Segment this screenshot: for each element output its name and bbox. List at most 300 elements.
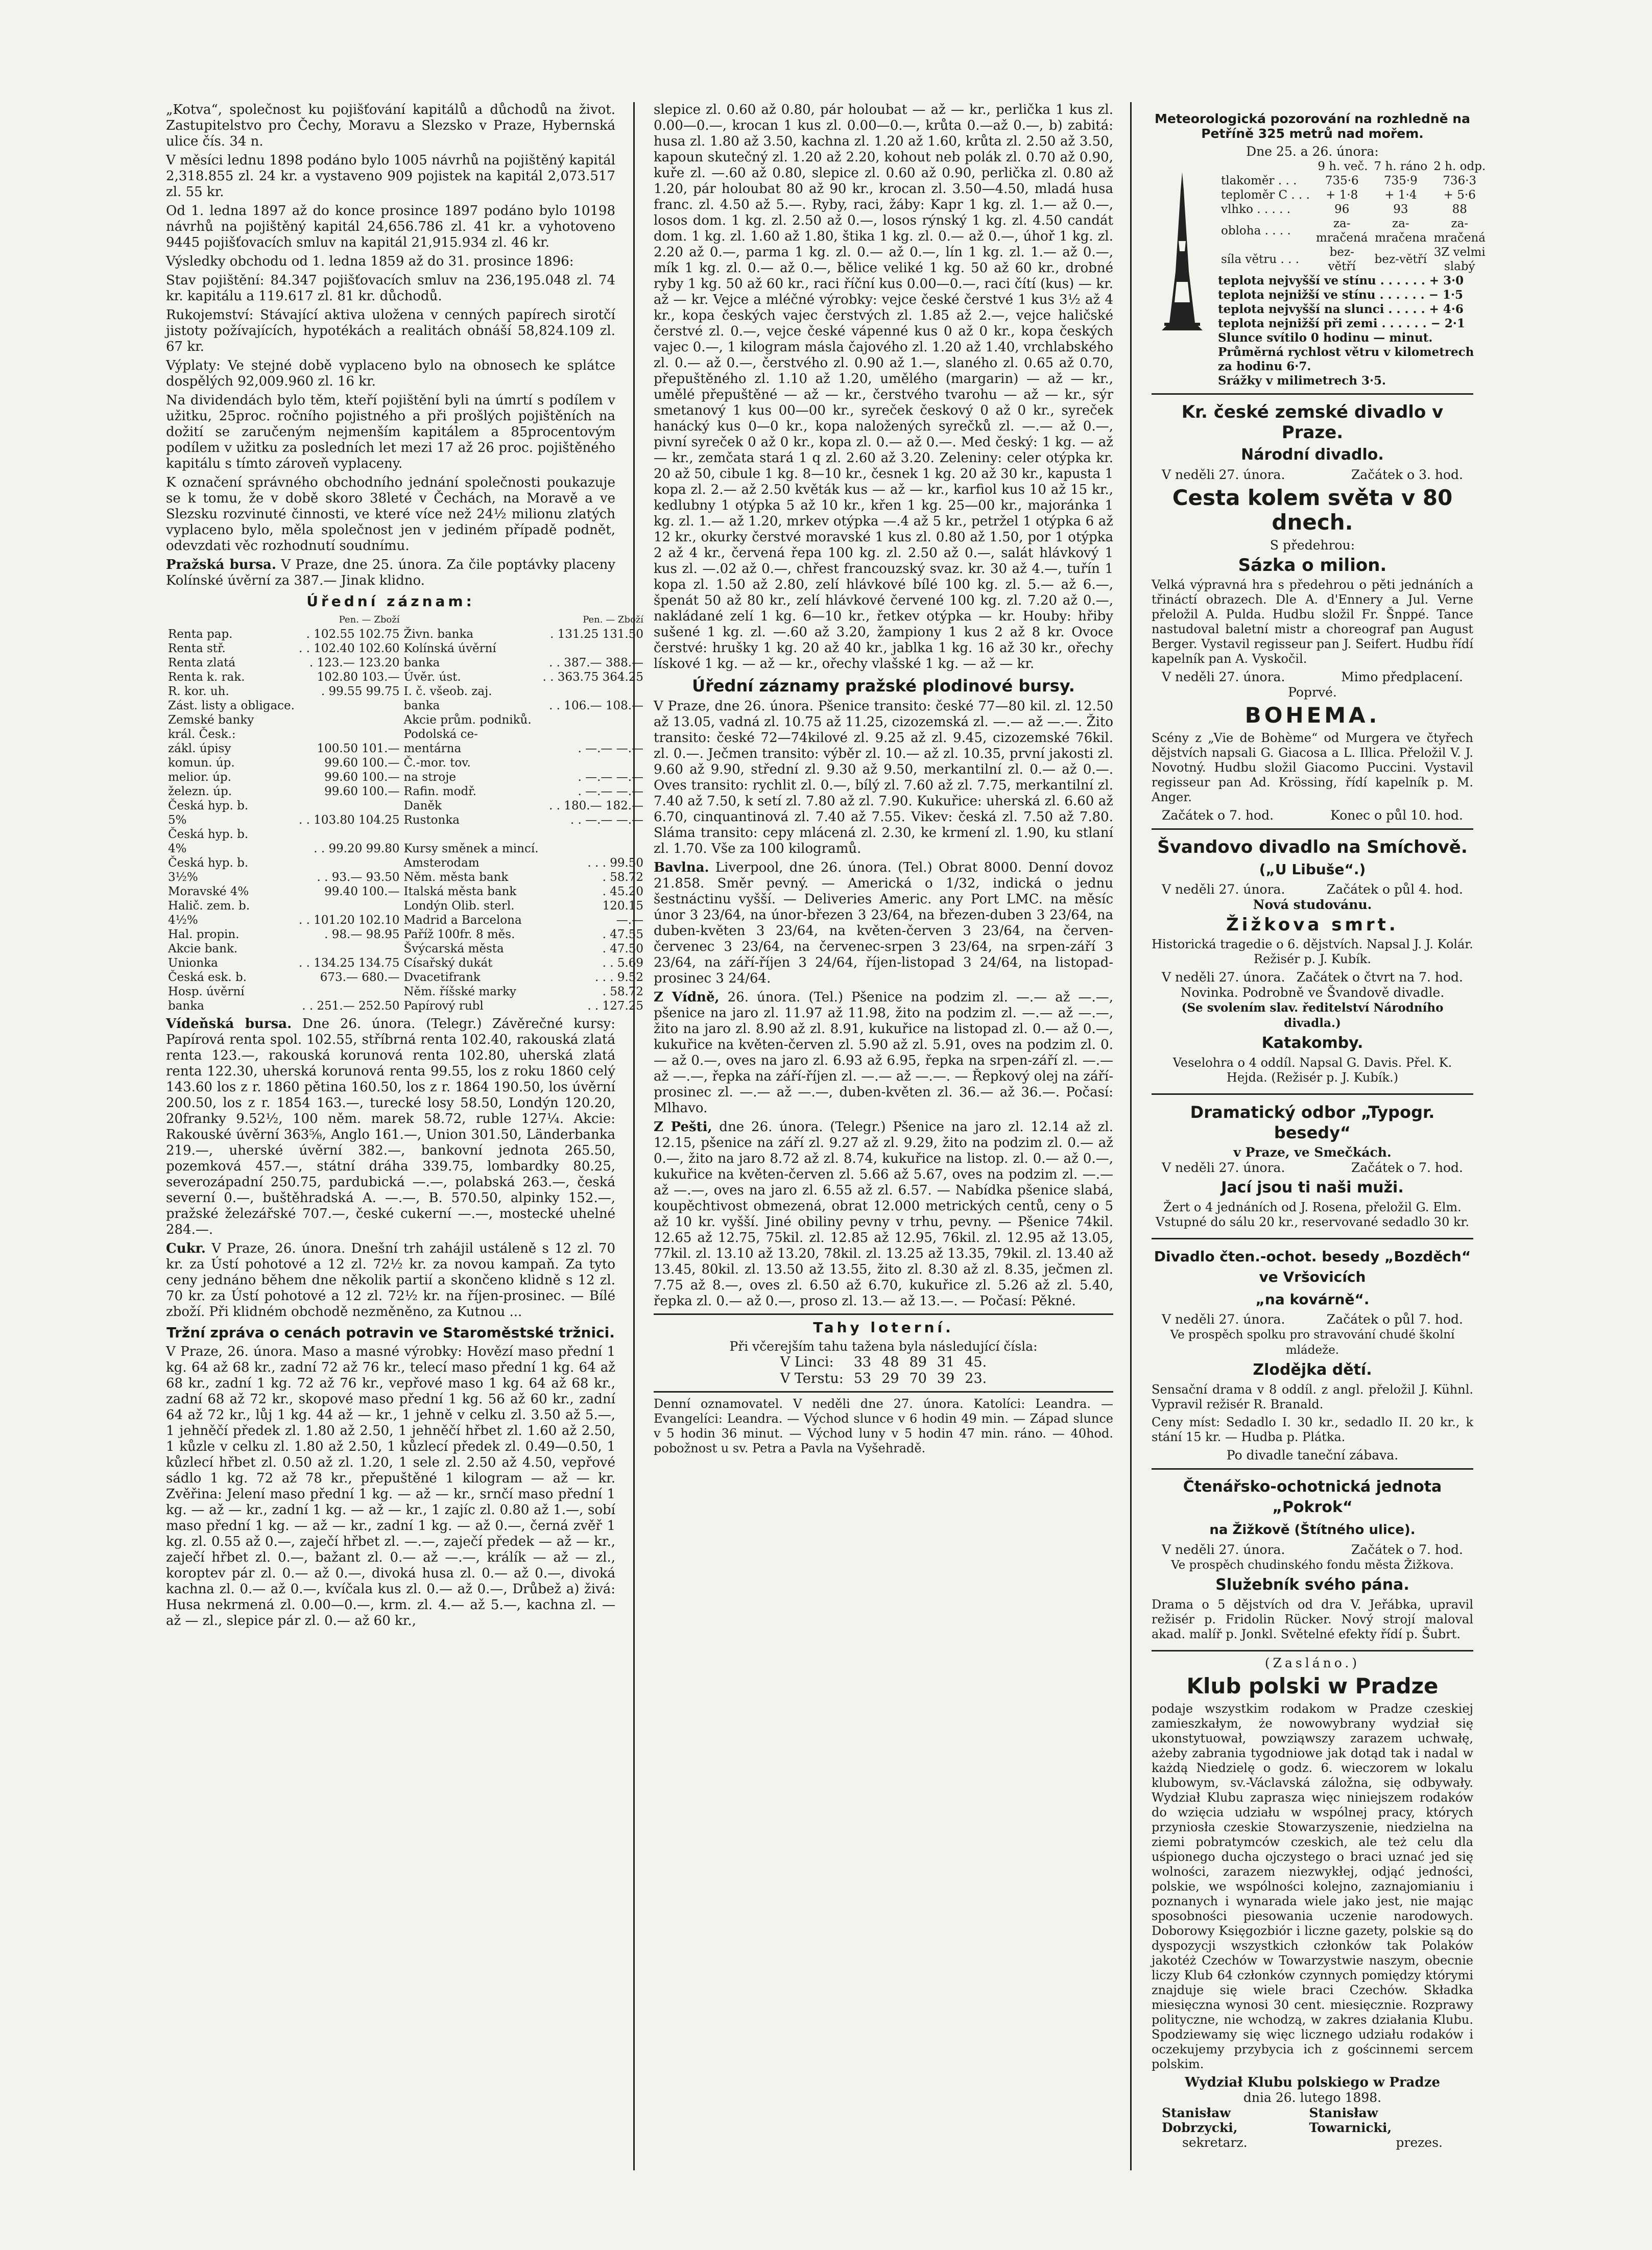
meteo-extra-line: Srážky v milimetrech 3·5. [1218,374,1386,388]
table-row [166,641,645,656]
kotva-paragraph: Rukojemství: Stávající aktiva uložena v cenných papírech sirotčí jistoty požívajících, hypotékách a realitách obnáší 58,824.109 zl. 67 kr. [166,307,615,354]
table-row [166,970,645,985]
meteo-row [1218,174,1489,188]
table-cell: melior. úp. [168,771,231,784]
table-cell: Renta zlatá [168,656,236,669]
table-cell: . . 134.25 134.75 [298,956,400,970]
kotva-paragraph: Výsledky obchodu od 1. ledna 1859 až do 31. prosince 1896: [166,254,574,269]
svand-sub: („U Libuše“.) [1259,861,1366,878]
table-cell: Daněk [403,799,442,812]
katakomby-title: Katakomby. [1261,1034,1363,1052]
table-row [166,799,645,813]
table-cell [541,684,646,699]
meteo-table [1218,159,1489,274]
table-cell: . . 99.20 99.80 [314,842,400,855]
table-cell: . 99.55 99.75 [321,685,400,698]
tahy-intro: Při včerejším tahu tažena byla následující čísla: [729,1339,1038,1354]
viden-heading: Vídeňská bursa. [166,1016,292,1032]
meteo-cell: za-mračená [1433,217,1486,245]
table-cell: banka [403,656,440,669]
table-cell: R. kor. uh. [168,685,229,698]
table-cell: . —.— —.— [578,742,644,755]
pokrok-title: Čtenářsko-ochotnická jednota „Pokrok“ [1183,1478,1442,1516]
table-cell: 102.80 103.— [317,671,400,684]
table-cell: komun. úp. [168,756,235,770]
nd2-date: V neděli 27. února. [1162,669,1285,684]
cukr-paragraph [166,1241,615,1320]
svoleni: (Se svolením slav. ředitelství Národního divadla.) [1181,1001,1444,1030]
petrin-tower-icon [1152,159,1213,388]
meteo-row [1218,217,1489,245]
meteo-col-head: 9 h. več. [1318,160,1368,173]
table-cell: Něm. města bank [403,871,509,884]
boheme-desc: Scény z „Vie de Bohème“ od Murgera ve čtyřech dějstvích napsali G. Giacosa a L. Illica. Přeložil V. J. Novotný. Hudbu složil Giacomo Puccini. Vystavil regisseur pan Ad. Krössing, řídí kapelník p. M. Anger. [1152,731,1473,804]
cukr-heading: Cukr. [166,1241,206,1256]
meteo-extra-line: Průměrná rychlost větru v kilometrech za hodinu 6·7. [1218,345,1474,373]
column-2 [654,102,1113,1459]
pokrok-sub: na Žižkově (Štítného ulice). [1209,1522,1416,1538]
table-cell: . . —.— —.— [570,813,644,827]
tahy-cell: V Linci: [780,1354,834,1370]
table-cell [297,727,402,741]
svand2-date: V neděli 27. února. [1162,970,1285,985]
table-row [166,870,645,884]
table-cell: Podolská ce- [403,728,478,741]
table-cell: Živn. banka [403,628,474,641]
nd-sub: Národní divadlo. [1241,446,1384,464]
table-row [166,784,645,799]
meteo-col-head: 7 h. ráno [1374,160,1428,173]
column-rule [1130,102,1132,2170]
table-cell: Úvěr. úst. [403,671,461,684]
table-cell: 5% [168,813,187,827]
tahy-cell: 23. [965,1371,987,1386]
table-cell: Rustonka [403,813,460,827]
table-cell: . —.— —.— [578,771,644,784]
table-cell [297,827,402,842]
meteo-cell: bez-větří [1374,253,1427,266]
bozdech-date: V neděli 27. února. [1162,1312,1285,1327]
table-row [166,956,645,970]
pesti-paragraph [654,1119,1113,1309]
table-cell: 99.60 100.— [324,785,400,798]
meteo-extra-line: teplota nejnižší při zemi . . . . . . − 2·1 [1218,317,1465,330]
tahy-cell: 48 [881,1354,899,1370]
zizkova-desc: Historická tragedie o 6. dějstvích. Napsal J. J. Kolár. Režisér p. J. Kubík. [1152,937,1473,966]
table-cell: Londýn Olib. sterl. [403,899,515,913]
meteo-cell: 3Z velmi slabý [1433,246,1486,273]
nd-predehra: S předehrou: [1270,538,1355,553]
bursa-paragraph [166,557,615,589]
table-row [166,727,645,741]
table-cell: Rafin. modř. [403,785,476,798]
viden2-text: 26. února. (Tel.) Pšenice na podzim zl. —.— až —.—, pšenice na jaro zl. 11.97 až 11.98, žito na podzim zl. —.— až —.—, žito na jaro zl. 8.90 až zl. 8.91, kukuřice na listopad zl. 0.— až 0.—, kukuřice na květen-červen zl. 5.90 až zl. 5.91, oves na podzim zl. 0.— až 0.—, oves na jaro zl. 6.93 až 6.95, řepka na srpen-září zl. —.— až —.—, řepka na září-říjen zl. —.— až —.—. — Řepkový olej na září-prosinec zl. —.— až —.—, duben-květen zl. 36.— až 36.—. Počasí: Mlhavo. [654,990,1113,1116]
tahy-cell: 70 [909,1371,927,1386]
table-cell [297,699,402,713]
pesti-text: dne 26. února. (Telegr.) Pšenice na jaro zl. 12.14 až zl. 12.15, pšenice na září zl. 9.27 až zl. 9.29, žito na podzim zl. 0.— až 0.—, žito na jaro 8.72 až zl. 8.74, kukuřice na listop. zl. 0.— až 0.—, kukuřice na květen-červen zl. 5.66 až 5.67, oves na podzim zl. —.— až —.—, oves na jaro zl. 6.55 až zl. 6.57. — Nabídka pšenice slabá, koupěchtivost obmezená, obrat 12.000 metrických centů, ceny o 5 až 10 kr. vyšší. Jiné obiliny pevny v trhu, pevny. — Pšenice 74kil. 12.65 až 12.75, 75kil. zl. 12.85 až 12.95, 76kil. zl. 12.95 až 13.05, 77kil. zl. 13.10 až 13.20, 78kil. zl. 13.25 až 13.35, 79kil. zl. 13.40 až 13.45, 80kil. zl. 13.50 až 13.55, žito zl. 8.30 až zl. 8.35, ječmen zl. 7.75 až 8.—, oves zl. 6.50 až 6.70, kukuřice zl. 5.26 až zl. 5.40, řepka zl. 0.— až 0.—, proso zl. 13.— až 13.—. — Počasí: Pěkné. [654,1119,1114,1309]
table-cell: Hosp. úvěrní [168,985,245,998]
table-cell: Dvacetifrank [403,971,481,984]
zaslano: (Zasláno.) [1264,1656,1360,1670]
table-row [166,985,645,999]
trzni-heading: Tržní zpráva o cenách potravin ve Staroměstské tržnici. [166,1324,615,1341]
table-cell: . . 180.— 182.— [549,799,644,812]
svand-date: V neděli 27. února. [1162,882,1285,897]
meteo-cell: tlakoměr . . . [1221,174,1297,187]
table-cell [541,713,646,727]
pokrok-note: Ve prospěch chudinského fondu města Žižkova. [1171,1559,1454,1572]
viden-text: Dne 26. února. (Telegr.) Závěrečné kursy: Papírová renta spol. 102.55, stříbrná renta 102.40, rakouská zlatá renta 123.—, rakouská korunová renta 102.80, uherská zlatá renta 122.30, uherská korunová renta 99.55, los z roku 1860 celý 143.60 los z r. 1860 pětina 160.50, los z r. 1864 190.50, los úvěrní 200.50, los z r. 1854 163.—, turecké losy 58.50, Londýn 120.20, 20franky 9.52½, 100 něm. marek 58.72, ruble 127¼. Akcie: Rakouské úvěrní 363⅝, Anglo 161.—, Union 301.50, Länderbanka 219.—, uherské úvěrní 382.—, bankovní jednota 265.50, pozemková 457.—, státní dráha 339.75, lombardky 80.25, severozápadní 250.75, pardubická —.—, polabská 263.—, česká severní 0.—, buštěhradská A. —.—, B. 570.50, alpinky 152.—, pražské železářské 707.—, české cukerní —.—, mostecké uhelné 284.—. [166,1016,615,1237]
table-col-head: Pen. — Zboží [583,614,644,625]
table-cell: . 123.— 123.20 [309,656,400,669]
meteo-extra [1218,274,1489,388]
divider [654,1313,1113,1315]
trzni-text: V Praze, 26. února. Maso a masné výrobky: Hovězí maso přední 1 kg. 64 až 68 kr., zadní 72 až 76 kr., telecí maso přední 1 kg. 64 až 68 kr., zadní 1 kg. 72 až 76 kr., vepřové maso 1 kg. 64 až 68 kr., zadní 68 až 72 kr., skopové maso přední 1 kg. 56 až 60 kr., zadní 64 až 72 kr., lůj 1 kg. 44 až — kr., 1 jehně v celku zl. 3.50 až 5.—, 1 jehněčí předek zl. 1.80 až 2.50, 1 jehněčí hřbet zl. 1.60 až 2.50, 1 kůzle v celku zl. 1.80 až 2.50, 1 kůzlecí předek zl. 0.49—0.50, 1 kůzlecí hřbet zl. 0.50 až zl. 1.20, 1 sele zl. 2.50 až 4.50, vepřové sádlo 1 kg. 72 až 78 kr., přepuštěné 1 kilogram — až — kr. Zvěřina: Jelení maso přední 1 kg. — až — kr., srnčí maso přední 1 kg. — až — kr., zadní 1 kg. — až — kr., 1 zajíc zl. 0.80 až 1.—, sobí maso přední 1 kg. — až — kr., zadní 1 kg. — až 0.—, černá zvěř 1 kg. zl. 0.55 až 0.—, zaječí hřbet zl. —.—, zaječí předek — až — kr., zaječí hřbet zl. 0.—, bažant zl. 0.— až —.—, králík — až — zl., koroptev pár zl. 0.— až 0.—, divoká husa zl. 0.— až 0.—, divoká kachna zl. 0.— až 0.—, kvíčala kus zl. 0.— až 0.—, Drůbež a) živá: Husa nekrmená zl. 0.00—0.—, krm. zl. 4.— až 5.—, kachna zl. — až — zl., slepice pár zl. 0.— až 60 kr., [166,1344,615,1629]
tahy-cell: 29 [881,1371,899,1386]
table-row [166,884,645,899]
table-row [166,813,645,827]
tahy-row [775,1354,992,1371]
bozdech-start: Začátek o půl 7. hod. [1326,1312,1463,1327]
bursa-heading: Pražská bursa. [166,557,276,572]
table-cell: . . 101.20 102.10 [298,914,400,927]
table-cell: . . . 9.52 [594,971,644,984]
table-cell: Česká hyp. b. [168,799,249,812]
meteo-row [1218,188,1489,202]
table-cell: . 58.72 [602,985,644,998]
table-cell: Česká hyp. b. [168,828,249,841]
tahy-table [775,1354,992,1387]
column-rule [633,102,635,2170]
zizkova-title: Žižkova smrt. [1226,915,1399,935]
table-row [166,842,645,856]
pokrok-box [1152,1470,1473,1651]
table-col-head: Pen. — Zboží [339,614,400,625]
table-cell: . . . 99.50 [587,856,644,870]
nd-date: V neděli 27. února. [1162,467,1285,482]
bavlna-heading: Bavlna. [654,860,709,875]
table-cell: Kursy směnek a mincí. [403,842,539,855]
nd-start: Začátek o 3. hod. [1351,467,1463,482]
pesti-heading: Z Pešti, [654,1119,712,1135]
nd2-poprve: Poprvé. [1288,685,1337,700]
na-kovarne: „na kovárně“. [1255,1291,1370,1308]
tahy-cell: 39 [937,1371,955,1386]
po-divadle: Po divadle taneční zábava. [1226,1448,1399,1463]
meteo-cell: + 1·8 [1326,188,1358,202]
table-cell: . . 363.75 364.25 [542,671,644,684]
table-cell: 4% [168,842,187,855]
table-cell: Moravské 4% [168,885,249,898]
jaci-desc: Žert o 4 jednáních od J. Rosena, přeložil G. Elm. Vstupné do sálu 20 kr., reservované sedadlo 30 kr. [1156,1200,1469,1229]
table-cell: . . 102.40 102.60 [298,642,400,655]
table-cell [297,799,402,813]
kotva-paragraph: V měsíci lednu 1898 podáno bylo 1005 návrhů na pojištěný kapitál 2,318.855 zl. 24 kr. a vystaveno 909 pojistek na kapitál 2,073.517 zl. 55 kr. [166,153,615,200]
table-cell: 100.50 101.— [317,742,400,755]
dram-sub: v Praze, ve Smečkách. [1233,1145,1392,1160]
viden2-paragraph [654,990,1113,1116]
tahy-cell: 45. [965,1354,987,1370]
table-cell [297,713,402,727]
table-cell: Zemské banky [168,713,254,727]
table-cell: . 131.25 131.50 [550,628,644,641]
table-row [166,899,645,913]
table-cell: Císařský dukát [403,956,493,970]
pokrok-start: Začátek o 7. hod. [1351,1542,1463,1557]
prices-text: slepice zl. 0.60 až 0.80, pár holoubat — až — kr., perlička 1 kus zl. 0.00—0.—, krocan 1 kus zl. 0.00—0.—, krůta 0.—až 0.—, b) zabitá: husa zl. 1.80 až 3.50, kachna zl. 1.20 až 1.60, krůta zl. 2.50 až 3.50, kapoun skutečný zl. 1.20 až 2.20, kohout neb polák zl. 0.70 až 0.90, kuře zl. —.60 až 0.80, slepice zl. 0.60 až 0.90, perlička zl. 0.80 až 1.20, pár holoubat 80 až 90 kr., krocan zl. 3.50—4.50, mladá husa franc. zl. 4.50 až 5.—. Ryby, raci, žáby: Kapr 1 kg. zl. 1.— až 0.—, losos dom. 1 kg. zl. 2.50 až 0.—, losos rýnský 1 kg. zl. 4.50 candát dom. 1 kg. zl. 1.60 až 1.80, štika 1 kg. zl. 0.— až 0.—, úhoř 1 kg. zl. 2.20 až 0.—, parma 1 kg. zl. 0.— až 0.—, lín 1 kg. zl. 1.— až 0.—, mík 1 kg. zl. 0.— až 0.—, bělice veliké 1 kg. 50 až 60 kr., drobné ryby 1 kg. 50 až 60 kr., raci říční kus 0.00—0.—, raci čítí (kus) — kr. až — kr. Vejce a mléčné výrobky: vejce české čerstvé 1 kus 3½ až 4 kr., kopa českých vajec čerstvých zl. 1.85 až 2.—, vejce haličské čerstvé zl. 0.—, vejce české vápenné kus 0 až 0 kr., kopa českých vajec 0.—, 1 kilogram másla čajového zl. 1.20 až 1.40, vrchlabského zl. 0.— až 0.—, čerstvého zl. 0.90 až 1.—, slaného zl. 0.65 až 0.70, přepuštěného zl. 1.10 až 1.20, umělého (margarin) — až — kr., umělé přepuštěné — až — kr., čerstvého tvarohu — až — kr., sýr smetanový 1 kus 00—00 kr., syreček českový 0 až 0 kr., syreček hanácký kus 0—0 kr., kopa naložených syrečků zl. —.— až 0.—, pivní syreček 0 až 0 kr., kopa zl. 0.— až 0.—. Med český: 1 kg. — až — kr., zemčata stará 1 q zl. 2.60 až 3.20. Zeleniny: celer otýpka kr. 20 až 50, cibule 1 kg. 8—10 kr., česnek 1 kg. 20 až 30 kr., kapusta 1 kopa zl. 2.— až 2.50 květák kus — až — kr., karfiol kus 10 až 15 kr., kedlubny 1 otýpka 5 až 10 kr., křen 1 kg. 25—00 kr., majoránka 1 kg. zl. 1.— až 1.20, mrkev otýpka —.4 až 5 kr., petržel 1 otýpka 6 až 12 kr., okurky čerstvé moravské 1 kus zl. 0.80 až 1.50, por 1 otýpka 2 až 4 kr., červená řepa 100 kg. zl. 2.50 až 0.—, salát hlávkový 1 kus zl. —.02 až 0.—, chřest francouzský svaz. kr. 30 až 4.—, tuřín 1 kopa zl. 1.50 až 2.80, zelí hlávkové bílé 100 kg. zl. 5.— až 6.—, špenát 50 až 80 kr., zelí hlávkové červené 100 kg. zl. 7.20 až 0.—, nakládané zelí 1 kg. 6—10 kr., řetkev otýpka — kr. Houby: hřiby sušené 1 kg. zl. —.60 až 3.20, žampiony 1 kus 2 až 8 kr. Ovoce čerstvé: hrušky 1 kg. 20 až 40 kr., jablka 1 kg. 16 až 30 kr., ořechy lískové 1 kg. — až — kr., ořechy vlašské 1 kg. — až — kr. [654,102,1113,672]
kotva-paragraph: Na dividendách bylo těm, kteří pojištění byli na úmrtí s podílem v užitku, 25proc. ročního pojistného a při prošlých pojištěních na dožití se zaručeným nejmenším kapitálem a 85procentovým podílem v užitku za posledních let mezi 17 až 26 proc. pojištěného kapitálu s tímto zároveň vyplaceny. [166,393,615,471]
tahy-heading: Tahy loterní. [813,1319,954,1336]
table-row [166,756,645,770]
meteo-extra-line: Slunce svítilo 0 hodinu — minut. [1218,331,1433,345]
table-cell: Italská města bank [403,885,517,898]
table-cell: . . 251.— 252.50 [302,999,400,1013]
meteo-cell: bez-větří [1328,246,1356,273]
nd-play: Cesta kolem světa v 80 dnech. [1172,485,1453,535]
klub-title: Klub polski w Pradze [1186,1673,1439,1698]
tahy-cell: 33 [853,1354,872,1370]
table-cell: Hal. propin. [168,928,240,941]
table-cell [297,856,402,870]
pokrok-date: V neděli 27. února. [1162,1542,1285,1557]
svand-nova: Nová studovánu. [1253,897,1372,912]
plodinove-text: V Praze, dne 26. února. Pšenice transito: české 77—80 kil. zl. 12.50 až 13.05, vadná zl. 10.75 až 11.25, cizozemská zl. —.— až —.—. Žito transito: české 72—74kilové zl. 9.25 až zl. 9.45, cizozemské 76kil. zl. 0.—. Ječmen transito: výběr zl. 10.— až zl. 10.35, první jakosti zl. 9.60 až 9.90, střední zl. 9.30 až 9.50, merkantilní zl. 0.— až 0.—. Oves transito: rychlit zl. 0.—, bílý zl. 7.60 až zl. 7.75, merkantilní zl. 7.40 až 7.50, k setí zl. 7.80 až zl. 7.90. Kukuřice: uherská zl. 6.60 až 6.70, cinquantinová zl. 7.40 až 7.55. Vikev: česká zl. 7.50 až 7.80. Sláma transito: cepy mlácená zl. 2.30, ke krmení zl. 1.90, ku stlaní zl. 1.70. Vše za 100 kilogramů. [654,699,1113,856]
nd-theatre: Kr. české zemské divadlo v Praze. [1181,402,1444,443]
denni-text: Denní oznamovatel. V neděli dne 27. února. Katolíci: Leandra. — Evangelíci: Leandra. — Východ slunce v 6 hodin 49 min. — Západ slunce v 5 hodin 36 minut. — Východ luny v 5 hodin 47 min. ráno. — 40hod. pobožnost u sv. Petra a Pavla na Vyšehradě. [654,1397,1113,1455]
table-cell: 99.60 100.— [324,756,400,770]
table-cell: Papírový rubl [403,999,484,1013]
kotva-paragraph: Stav pojištění: 84.347 pojišťovacích smluv na 236,195.048 zl. 74 kr. kapitálu a 119.617 zl. 81 kr. důchodů. [166,273,615,304]
table-cell: Renta k. rak. [168,671,245,684]
bozdech-note: Ve prospěch spolku pro stravování chudé školní mládeže. [1170,1328,1455,1357]
viden-paragraph [166,1016,615,1238]
svand-title: Švandovo divadlo na Smíchově. [1157,837,1468,857]
table-cell: 99.60 100.— [324,771,400,784]
table-row [166,684,645,699]
sig-right-name: Stanisław Towarnicki, [1309,2105,1392,2135]
meteo-cell: obloha . . . . [1221,224,1291,237]
table-row [166,827,645,842]
table-cell: Madrid a Barcelona [403,914,522,927]
table-row [166,713,645,727]
klub-date: dnia 26. lutego 1898. [1243,2090,1382,2105]
table-cell: Zást. listy a obligace. [168,699,295,712]
klub-sign: Wydział Klubu polskiego w Pradze [1184,2075,1441,2090]
table-cell: Halič. zem. b. [168,899,250,913]
table-cell: . 102.55 102.75 [306,628,400,641]
table-row [166,627,645,641]
table-cell: Česká hyp. b. [168,856,249,870]
table-cell: . . 387.— 388.— [549,656,644,669]
ceny: Ceny míst: Sedadlo I. 30 kr., sedadlo II. 20 kr., k stání 15 kr. — Hudba p. Plátka. [1152,1415,1473,1444]
meteo-extra-line: teplota nejnižší ve stínu . . . . . . − 1·5 [1218,288,1463,302]
dram-box [1152,1095,1473,1239]
jaci-title: Jací jsou ti naši muži. [1221,1179,1404,1196]
column-3 [1152,102,1486,2150]
table-cell: Renta stř. [168,642,226,655]
table-cell: 99.40 100.— [324,885,400,898]
table-cell [297,899,402,913]
novinka: Novinka. Podrobně ve Švandově divadle. [1180,985,1445,1000]
table-cell [541,641,646,656]
table-cell: . . 93.— 93.50 [317,871,400,884]
table-cell: —.— [616,914,644,927]
table-cell [401,827,540,842]
uredni-heading: Úřední záznam: [306,593,475,610]
meteo-cell: 736·3 [1443,174,1477,187]
table-cell: . —.— —.— [578,785,644,798]
sig-left-name: Stanisław Dobrzycki, [1162,2105,1238,2135]
meteo-col-head: 2 h. odp. [1433,160,1486,173]
dram-start: Začátek o 7. hod. [1351,1160,1463,1175]
bavlna-text: Liverpool, dne 26. února. (Tel.) Obrat 8000. Denní dovoz 21.858. Směr pevný. — Americká o 1/32, indická o jednu šestnáctinu vyšší. — Deliveries Americ. any Port LMC. na měsíc únor 3 23/64, na únor-březen 3 23/64, na březen-duben 3 23/64, na duben-květen 3 23/64, na květen-červen 3 23/64, na červen-červenec 3 23/64, na červenec-srpen 3 23/64, na srpen-září 3 23/64, na září-říjen 3 24/64, říjen-listopad 3 24/64, na listopad-prosinec 3 24/64. [654,860,1114,986]
table-cell: mentárna [403,742,462,755]
meteo-cell: + 1·4 [1384,188,1417,202]
klub-box [1152,1651,1473,2150]
table-cell: Akcie bank. [168,942,238,955]
meteo-extra-line: teplota nejvyšší na slunci . . . . . + 4·6 [1218,302,1464,316]
nd2-note: Mimo předplacení. [1341,669,1463,684]
table-cell: Česká esk. b. [168,971,247,984]
table-cell [541,756,646,770]
table-cell: Něm. říšské marky [403,985,516,998]
table-row [166,927,645,942]
table-row [166,656,645,670]
meteo-cell: 735·9 [1383,174,1418,187]
newspaper-page [166,92,1486,2181]
table-cell: . 47.55 [602,928,644,941]
table-cell: král. Česk.: [168,728,236,741]
table-cell: 4½% [168,914,198,927]
table-row [166,913,645,927]
table-cell: 673.— 680.— [320,971,400,984]
zlodejka-title: Zlodějka dětí. [1253,1361,1372,1379]
bozdech-title: Divadlo čten.-ochot. besedy „Bozděch“ ve Vršovicích [1154,1248,1471,1285]
table-cell: Švýcarská města [403,942,504,955]
plodinove-heading: Úřední záznamy pražské plodinové bursy. [692,676,1075,696]
table-row [166,770,645,784]
svand-start: Začátek o půl 4. hod. [1326,882,1463,897]
table-cell: I. č. všeob. zaj. [403,685,492,698]
table-cell: . . 106.— 108.— [549,699,644,712]
table-row [166,741,645,756]
kotva-paragraph: Od 1. ledna 1897 až do konce prosince 1897 podáno bylo 10198 návrhů na pojištěný kapitál 24,656.786 zl. 41 kr. a vyhotoveno 9445 pojišťovacích smluv na kapitál 21,915.934 zl. 46 kr. [166,203,615,250]
table-cell [541,827,646,842]
meteo-date: Dne 25. a 26. února: [1246,144,1379,159]
table-cell: Kolínská úvěrní [403,642,496,655]
meteo-cell: síla větru . . . [1221,253,1300,266]
boheme-end: Konec o půl 10. hod. [1330,808,1463,823]
meteo-box [1152,102,1486,395]
table-row [166,670,645,684]
table-cell: . . 103.80 104.25 [298,813,400,827]
meteo-cell: 735·6 [1325,174,1359,187]
table-cell: 3½% [168,871,198,884]
tahy-cell: V Terstu: [780,1371,844,1386]
meteo-cell: teploměr C . . . [1221,188,1310,202]
dram-title: Dramatický odbor „Typogr. besedy“ [1190,1103,1435,1142]
table-cell: na stroje [403,771,456,784]
meteo-row [1218,202,1489,217]
bavlna-paragraph [654,860,1113,987]
table-cell: . 45.20 [602,885,644,898]
dram-date: V neděli 27. února. [1162,1160,1285,1175]
meteo-extra-line: teplota nejvyšší ve stínu . . . . . . + 3·0 [1218,274,1464,288]
bursa-table [166,613,645,1013]
kotva-paragraph: „Kotva“, společnost ku pojišťování kapitálů a důchodů na život. Zastupitelstvo pro Čechy, Moravu a Slezsko v Praze, Hybernská ulice čís. 34 n. [166,102,615,149]
table-cell: železn. úp. [168,785,232,798]
meteo-title: Meteorologická pozorování na rozhledně na Petříně 325 metrů nad mořem. [1155,111,1470,141]
table-cell: Unionka [168,956,218,970]
bursa-text: V Praze, dne 25. února. Za čile poptávky placeny Kolínské úvěrní za 387.— Jinak klidno. [166,557,616,588]
table-cell: Paříž 100fr. 8 měs. [403,928,515,941]
meteo-cell: + 5·6 [1443,188,1476,202]
table-cell [297,942,402,956]
boheme-start: Začátek o 7. hod. [1162,808,1274,823]
table-cell [297,985,402,999]
cukr-text: V Praze, 26. února. Dnešní trh zahájil ustáleně s 12 zl. 70 kr. za Ústí pohotové a 12 zl. 72½ kr. za novou kampaň. Za tyto ceny jednáno během dne několik partií a skončeno klidně s 12 zl. 70 kr. za Ústí pohotové a 12 zl. 72½ kr. na říjen-prosinec. — Bílé zboží. Při klidném obchodě nezměněno, za Kutnou ... [166,1241,615,1320]
svand2-start: Začátek o čtvrt na 7. hod. [1296,970,1463,985]
sig-right-role: prezes. [1396,2135,1443,2150]
meteo-cell: 96 [1334,203,1350,216]
column-1 [166,102,644,1632]
tahy-row [775,1371,992,1387]
svand-box [1152,830,1473,1095]
table-cell: Amsterodam [403,856,480,870]
table-cell: . 58.72 [602,871,644,884]
table-cell: banka [403,699,440,712]
table-cell [541,842,646,856]
tahy-cell: 53 [853,1371,872,1386]
divider [654,1391,1113,1393]
table-cell: . 98.— 98.95 [324,928,400,941]
sig-left-role: sekretarz. [1182,2135,1248,2150]
table-row [166,942,645,956]
table-cell: zákl. úpisy [168,742,231,755]
table-cell: Akcie prům. podniků. [403,713,532,727]
meteo-cell: za-mračená [1315,217,1368,245]
klub-text: podaje wszystkim rodakom w Pradze czeskiej zamieszkałym, że nowowybrany wydział się ukonstytuował, powziąwszy zarazem uchwałę, ażeby zabrania tygodniowe jak dotąd tak i nadal w każdą Niedzielę o godz. 6. wieczorem w lokalu klubowym, sv.-Václavská záložna, się odbywały. Wydział Klubu zaprasza więc niniejszem rodaków do wzięcia udziału w wspólnej pracy, których przyniosła czeskie Stowarzyszenie, niedzielna na ziemi pobratymców czeskich, ale też celu dla uśpionego ducha ojczystego o braci uznać jed się wolności, zarazem niezwykłej, odjąć jedności, polskie, we wspólności kolejno, zaznajomianiu i poznanych i wynarada wiele jako jest, nie mając sposobności piesowania uczenie narodowych. Doborowy Księgozbiór i liczne gazety, polskie są do dyspozycji wszystkich członków tak Polaków jakotéż Czechów w Towarzystwie naszym, obecnie liczy Klub 64 członków czynnych pomiędzy którymi znajduje się wiele braci Czechów. Składka miesięczna wynosi 30 cent. miesięcznie. Rozprawy polityczne, nie wchodzą, w zakres działania Klubu. Spodziewamy się więc licznego udziału rodaków i oczekujemy przybycia ich z gościnnemi sercem polskim. [1152,1702,1473,2071]
meteo-cell: za-mračena [1375,217,1427,245]
sluzebnik-title: Služebník svého pána. [1215,1576,1409,1594]
nd-desc: Velká výpravná hra s předehrou o pěti jednáních a třináctí obrazech. Dle A. d'Ennery a Jul. Verne přeložil A. Pulda. Hudbu složil Fr. Šnppé. Tance nastudoval baletní mistr a choreograf pan August Berger. Vystavil regisseur pan J. Seifert. Hudbu řídí kapelník pan A. Vyskočil. [1152,578,1473,666]
table-cell: banka [168,999,204,1013]
boheme-title: BOHEMA. [1244,703,1380,728]
meteo-cell: 88 [1452,203,1467,216]
table-cell: . 47.50 [602,942,644,955]
kotva-paragraph: K označení správného obchodního jednání společnosti poukazuje se k tomu, že v době skoro 38leté v Čechách, na Moravě a ve Slezsku rozvinuté činnosti, ve které více než 24½ milionu zlatých vyplaceno bylo, měla společnost jen v jediném případě podnět, odevzdati věc rozhodnutí soudnímu. [166,475,615,554]
meteo-row [1218,245,1489,274]
bozdech-box [1152,1239,1473,1470]
table-row [166,699,645,713]
nd-sazka: Sázka o milion. [1238,555,1387,576]
viden2-heading: Z Vídně, [654,990,720,1005]
table-row [166,856,645,870]
sluzebnik-desc: Drama o 5 dějstvích od dra V. Jeřábka, upravil režisér p. Fridolin Rücker. Nový strojí maloval akad. malíř p. Jonkl. Světelné efekty řídí p. Šubrt. [1152,1597,1473,1641]
kotva-notice [166,102,615,554]
meteo-cell: 93 [1393,203,1408,216]
table-cell: . . 5.69 [602,956,644,970]
kotva-paragraph: Výplaty: Ve stejné době vyplaceno bylo na obnosech ke splátce dospělých 92,009.960 zl. 16 kr. [166,358,615,389]
table-cell [541,727,646,741]
zlodejka-desc: Sensační drama v 8 oddíl. z angl. přeložil J. Kühnl. Vypravil režisér R. Branald. [1152,1382,1473,1411]
table-cell: . . 127.25 [587,999,644,1013]
tahy-cell: 89 [909,1354,927,1370]
table-cell: Renta pap. [168,628,233,641]
nd-box [1152,395,1473,830]
katakomby-desc: Veselohra o 4 oddíl. Napsal G. Davis. Přel. K. Hejda. (Režisér p. J. Kubík.) [1172,1056,1452,1085]
meteo-cell: vlhko . . . . . [1221,203,1291,216]
